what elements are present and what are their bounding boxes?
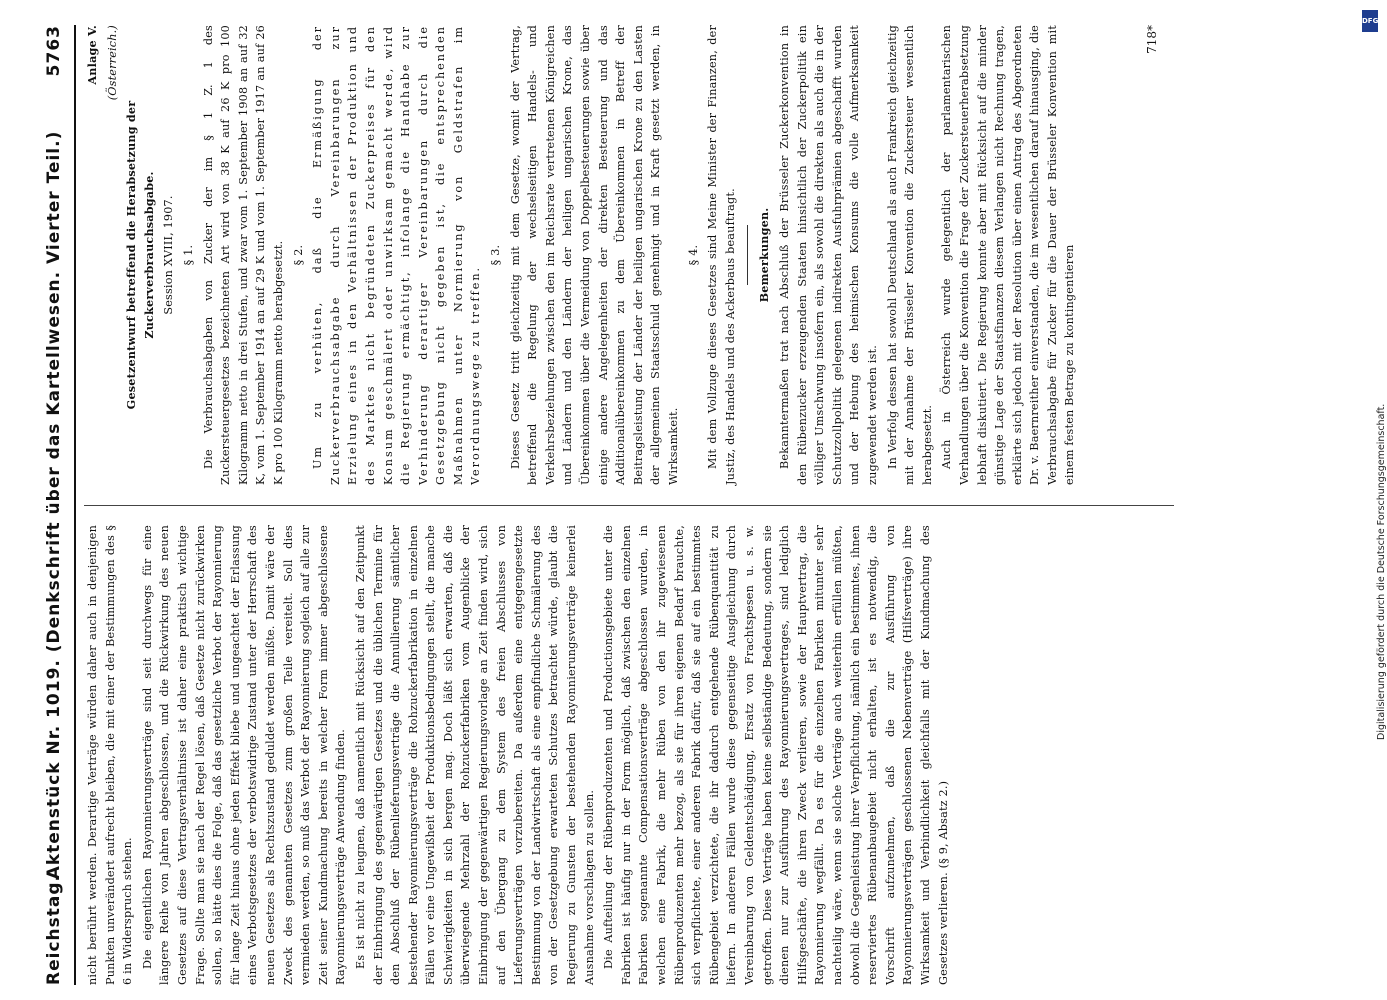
digitisation-note: [1360, 40, 1387, 740]
paragraph: nicht berührt werden. Derartige Verträge würden daher auch in denjenigen Punkten unverändert aufrecht bleiben, die mit einer der Bestimmungen des § 6 in Widerspruch stehen.: [86, 525, 135, 985]
signature-mark: 718*: [1145, 25, 1159, 54]
section-text: Mit dem Vollzuge dieses Gesetzes sind Meine Minister der Finanzen, der Justiz, des Handels und des Ackerbaus beauftragt.: [706, 25, 737, 485]
section-heading: § 2.: [291, 244, 305, 266]
dfg-logo: DFG: [1362, 10, 1378, 32]
rotated-document-page: [40, 25, 1330, 985]
remarks-heading: Bemerkungen.: [757, 207, 772, 303]
section-text: Um zu verhüten, daß die Ermäßigung der Zuckerverbrauchsabgabe durch Vereinbarungen zur Erzielung eines in den Verhältnissen der Produktion und des Marktes nicht begründeten Zuckerpreises für den Konsum geschmälert oder unwirksam gemacht werde, wird die Regierung ermächtigt, infolange die Handhabe zur Verhinderung derartiger Vereinbarungen durch die Gesetzgebung nicht gegeben ist, die entsprechenden Maßnahmen unter Normierung von Geldstrafen im Verordnungswege zu treffen.: [311, 25, 483, 485]
remarks-text: Auch in Österreich wurde gelegentlich der parlamentarischen Verhandlungen über die Konvention die Frage der Zuckersteuerherabsetzung lebhaft diskutiert. Die Regierung konnte aber mit Rücksicht auf die minder günstige Lage der Staatsfinanzen diesem Verlangen nicht Rechnung tragen, erklärte sich jedoch mit der Resolution über einen Antrag des Abgeordneten Dr. v. Baernreither einverstanden, die im wesentlichen darauf hinausging, die Verbrauchsabgabe für Zucker für die Dauer der Brüsseler Konvention mit einem festen Betrage zu kontingentieren: [940, 25, 1077, 485]
paragraph: Die eigentlichen Rayonnierungsverträge sind seit durchwegs für eine längere Reihe von Jahren abgeschlossen, und die Rückwirkung des neuen Gesetzes auf diese Vertragsverhältnisse ist daher eine praktisch wichtige Frage. Sollte man sie nach der Regel lösen, daß Gesetze nicht zurückwirken sollen, so hätte dies die Folge, daß das gesetzliche Verbot der Rayonnierung für lange Zeit hinaus ohne jeden Effekt bliebe und ungeachtet der Erlassung eines Verbotsgesetzes der verbotswidrige Zustand unter der Herrschaft des neuen Gesetzes als Rechtszustand geduldet werden müßte. Damit wäre der Zweck des genannten Gesetzes zum großen Teile vereitelt. Soll dies vermieden werden, so muß das Verbot der Rayonnierung sogleich auf alle zur Zeit seiner Kundmachung bereits in welcher Form immer abgeschlossene Rayonnierungsverträge Anwendung finden.: [140, 525, 348, 985]
page-header: [40, 25, 74, 985]
remarks-text: Bekanntermaßen trat nach Abschluß der Brüsseler Zuckerkonvention in den Rübenzucker erzeugenden Staaten hinsichtlich der Zuckerpolitik ein völliger Umschwung insofern ein, als sowohl die direkten als auch die in der Schutzzollpolitik gelegenen indirekten Ausfuhrprämien abgeschafft wurden und der Hebung des heimischen Konsums die volle Aufmerksamkeit zugewendet werden ist.: [777, 25, 879, 485]
section-heading: § 4.: [686, 244, 700, 266]
paragraph: Die Aufteilung der Rübenproduzenten und Productionsgebiete unter die Fabriken ist häufig nur in der Form möglich, daß zwischen den einzelnen Fabriken sogenannte Compensationsverträge abgeschlossen wurden, in welchen eine Fabrik, die mehr Rüben von den ihr zugewiesenen Rübenproduzenten mehr bezog, als sie für ihren eigenen Bedarf brauchte, sich verpflichtete, einer anderen Fabrik dafür, daß sie auf ein bestimmtes Rübengebiet verzichtete, die ihr dadurch entgehende Rübenquantität zu liefern. In anderen Fällen wurde diese gegenseitige Ausgleichung durch Vereinbarung von Geldentschädigung, Ersatz von Frachtspesen u. s. w. getroffen. Diese Verträge haben keine selbständige Bedeutung, sondern sie dienen nur zur Ausführung des Rayonnierungsvertrages, sind lediglich Hilfsgeschäfte, die ihren Zweck verlieren, sowie der Hauptvertrag, die Rayonnierung wegfällt. Da es für die einzelnen Fabriken mitunter sehr nachteilig wäre, wenn sie solche Verträge auch weiterhin erfüllen müßten, obwohl die Gegenleistung ihrer Verpflichtung, nämlich ein bestimmtes, ihnen reserviertes Rübenanbaugebiet nicht erhalten, ist es notwendig, die Vorschrift aufzunehmen, daß die zur Ausführung von Rayonnierungsverträgen geschlossenen Nebenverträge (Hilfsverträge) ihre Wirksamkeit und Verbindlichkeit gleichfalls mit der Kundmachung des Gesetzes verlieren. (§ 9, Absatz 2.): [602, 525, 950, 985]
bill-title: Gesetzentwurf betreffend die Herabsetzung der Zuckerverbrauchsabgabe.: [124, 100, 156, 410]
section-heading: § 1.: [181, 244, 195, 266]
separator-rule: [747, 225, 748, 285]
right-column: [84, 25, 1081, 485]
left-column: [84, 525, 954, 985]
page-number: 5763: [44, 25, 64, 77]
header-left: Reichstag.: [44, 874, 64, 985]
section-heading: § 3.: [489, 244, 503, 266]
header-title: Aktenstück Nr. 1019. (Denkschrift über das Kartellwesen. Vierter Teil.): [44, 130, 64, 880]
annex-country: (Österreich.): [105, 25, 119, 101]
digitisation-note-text: Digitalisierung gefördert durch die Deutsche Forschungsgemeinschaft.: [1376, 403, 1387, 740]
section-text: Dieses Gesetz tritt gleichzeitig mit dem Gesetze, womit der Vertrag, betreffend die Regelung der wechselseitigen Handels- und Verkehrsbeziehungen zwischen den im Reichsrate vertretenen Königreichen und Ländern und den Ländern der heiligen ungarischen Krone, das Übereinkommen über die Vermeidung von Doppelbesteuerungen sowie über einige andere Angelegenheiten der direkten Besteuerung und das Additionalübereinkommen zu dem Übereinkommen in Betreff der Beitragsleistung der Länder der heiligen ungarischen Krone zu den Lasten der allgemeinen Staatsschuld genehmigt und in Kraft gesetzt werden, in Wirksamkeit.: [508, 25, 680, 485]
paragraph: Es ist nicht zu leugnen, daß namentlich mit Rücksicht auf den Zeitpunkt der Einbringung des gegenwärtigen Gesetzes und die üblichen Termine für den Abschluß der Rübenlieferungsverträge die Annullierung sämtlicher bestehender Rayonnierungsverträge die Rohzuckerfabrikation in einzelnen Fällen vor eine Ungewißheit der Produktionsbedingungen stellt, die manche Schwierigkeiten in sich bergen mag. Doch läßt sich erwarten, daß die überwiegende Mehrzahl der Rohzuckerfabriken vom Augenblicke der Einbringung der gegenwärtigen Regierungsvorlage an Zeit finden wird, sich auf den Übergang zu dem System des freien Abschlusses von Lieferungsverträgen vorzubereiten. Da außerdem eine entgegengesetzte Bestimmung von der Landwirtschaft als eine empfindliche Schmälerung des von der Gesetzgebung erwarteten Schutzes betrachtet würde, glaubt die Regierung zu Gunsten der bestehenden Rayonnierungsverträge keinerlei Ausnahme vorschlagen zu sollen.: [353, 525, 596, 985]
section-text: Die Verbrauchsabgaben von Zucker der im § 1 Z. 1 des Zuckersteuergesetzes bezeichneten Art wird von 38 K auf 26 K pro 100 Kilogramm netto in drei Stufen, und zwar vom 1. September 1908 an auf 32 K, vom 1. September 1914 an auf 29 K und vom 1. September 1917 an auf 26 K pro 100 Kilogramm netto herabgesetzt.: [201, 25, 285, 485]
header-rule: [74, 25, 76, 985]
annex-label: Anlage V.: [85, 25, 99, 85]
session-label: Session XVIII, 1907.: [162, 195, 176, 315]
column-divider: [84, 505, 1174, 506]
remarks-text: In Verfolg dessen hat sowohl Deutschland als auch Frankreich gleichzeitig mit der Annahme der Brüsseler Konvention die Zuckersteuer wesentlich herabgesetzt.: [885, 25, 934, 485]
